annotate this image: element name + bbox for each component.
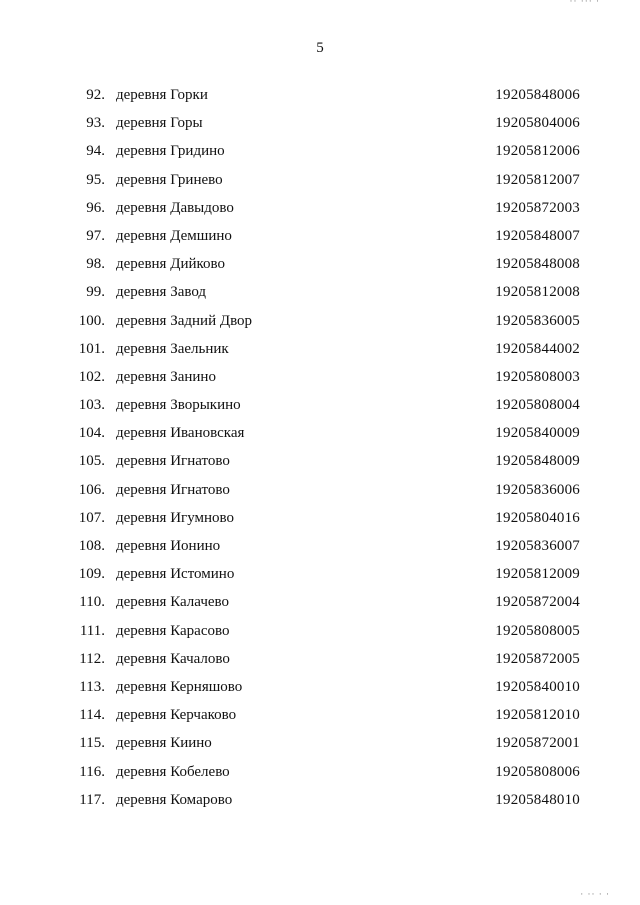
oktmo-code: 19205872001 — [495, 735, 580, 752]
list-item — [0, 141, 640, 169]
list-item — [0, 536, 640, 564]
oktmo-code: 19205804016 — [495, 509, 580, 526]
oktmo-code: 19205848009 — [495, 453, 580, 470]
list-item — [0, 592, 640, 620]
oktmo-code: 19205808004 — [495, 397, 580, 414]
list-item — [0, 790, 640, 818]
list-item — [0, 480, 640, 508]
item-number: 105. — [78, 453, 105, 470]
settlement-name: деревня Зворыкино — [116, 397, 241, 414]
list-item — [0, 339, 640, 367]
list-item — [0, 85, 640, 113]
item-number: 104. — [78, 425, 105, 442]
list-item — [0, 282, 640, 310]
settlement-name: деревня Керняшово — [116, 678, 243, 695]
item-number: 97. — [86, 227, 105, 244]
settlement-name: деревня Истомино — [116, 566, 235, 583]
item-number: 111. — [79, 622, 105, 639]
item-number: 94. — [86, 143, 105, 160]
oktmo-code: 19205808006 — [495, 763, 580, 780]
list-item — [0, 649, 640, 677]
settlement-name: деревня Карасово — [116, 622, 230, 639]
oktmo-code: 19205836006 — [495, 481, 580, 498]
settlement-name: деревня Игумново — [116, 509, 234, 526]
list-item — [0, 564, 640, 592]
item-number: 109. — [78, 566, 105, 583]
list-item — [0, 677, 640, 705]
oktmo-code: 19205812006 — [495, 143, 580, 160]
oktmo-code: 19205844002 — [495, 340, 580, 357]
list-item — [0, 254, 640, 282]
list-item — [0, 762, 640, 790]
settlement-name: деревня Горки — [116, 87, 208, 103]
settlement-name: деревня Игнатово — [116, 481, 230, 498]
oktmo-code: 19205812009 — [495, 566, 580, 583]
settlement-name: деревня Демшино — [116, 227, 232, 244]
list-item — [0, 170, 640, 198]
oktmo-code: 19205840010 — [495, 678, 580, 695]
settlement-name: деревня Калачево — [116, 594, 230, 611]
settlement-name: деревня Горы — [116, 115, 203, 132]
oktmo-code: 19205836005 — [495, 312, 580, 329]
oktmo-code: 19205840009 — [495, 425, 580, 442]
settlement-name: деревня Киино — [116, 735, 212, 752]
oktmo-code: 19205808005 — [495, 622, 580, 639]
settlement-name: деревня Керчаково — [116, 707, 237, 724]
item-number: 102. — [78, 368, 105, 385]
oktmo-code: 19205872003 — [495, 199, 580, 216]
page-number: 5 — [316, 40, 324, 56]
list-item — [0, 395, 640, 423]
item-number: 95. — [86, 171, 105, 188]
settlement-name: деревня Занино — [116, 368, 216, 385]
scan-artifact-bottom: · ·· · · — [580, 889, 610, 899]
settlement-name: деревня Дийково — [116, 256, 225, 273]
list-item — [0, 733, 640, 761]
item-number: 115. — [79, 735, 105, 752]
oktmo-code: 19205836007 — [495, 538, 580, 554]
item-number: 103. — [78, 397, 105, 414]
item-number: 117. — [79, 791, 105, 808]
item-number: 112. — [79, 650, 105, 667]
item-number: 114. — [79, 707, 105, 724]
item-number: 110. — [79, 594, 105, 611]
item-number: 93. — [86, 115, 105, 132]
oktmo-code: 19205812008 — [495, 284, 580, 301]
item-number: 98. — [86, 256, 105, 273]
settlement-name: деревня Задний Двор — [116, 312, 253, 329]
oktmo-code: 19205848008 — [495, 256, 580, 273]
list-item — [0, 621, 640, 649]
item-number: 107. — [78, 509, 105, 526]
oktmo-code: 19205812007 — [495, 171, 580, 188]
settlement-name: деревня Гринево — [116, 171, 223, 188]
list-item — [0, 311, 640, 339]
item-number: 108. — [78, 538, 105, 554]
settlement-name: деревня Завод — [116, 284, 207, 301]
item-number: 101. — [78, 340, 105, 357]
item-number: 106. — [78, 481, 105, 498]
settlement-name: деревня Комарово — [116, 791, 233, 808]
list-item — [0, 367, 640, 395]
oktmo-code: 19205848010 — [495, 791, 580, 808]
oktmo-code: 19205804006 — [495, 115, 580, 132]
list-item — [0, 198, 640, 226]
oktmo-code: 19205872004 — [495, 594, 580, 611]
item-number: 113. — [79, 678, 105, 695]
settlement-name: деревня Кобелево — [116, 763, 230, 780]
item-number: 100. — [78, 312, 105, 329]
item-number: 96. — [86, 199, 105, 216]
oktmo-code: 19205848007 — [495, 227, 580, 244]
settlement-name: деревня Ионино — [116, 538, 221, 554]
list-item — [0, 226, 640, 254]
settlement-name: деревня Гридино — [116, 143, 225, 160]
oktmo-code: 19205808003 — [495, 368, 580, 385]
list-item — [0, 423, 640, 451]
list-item — [0, 113, 640, 141]
settlement-name: деревня Заельник — [116, 340, 229, 357]
list-item — [0, 705, 640, 733]
settlement-name: деревня Качалово — [116, 650, 230, 667]
oktmo-code: 19205848006 — [495, 87, 580, 103]
scan-artifact-top: ·· ··· · — [569, 0, 600, 6]
settlement-list — [0, 85, 640, 818]
item-number: 116. — [79, 763, 105, 780]
oktmo-code: 19205812010 — [495, 707, 580, 724]
settlement-name: деревня Игнатово — [116, 453, 230, 470]
settlement-name: деревня Давыдово — [116, 199, 234, 216]
item-number: 99. — [86, 284, 105, 301]
oktmo-code: 19205872005 — [495, 650, 580, 667]
settlement-name: деревня Ивановская — [116, 425, 245, 442]
list-item — [0, 508, 640, 536]
item-number: 92. — [86, 87, 105, 103]
list-item — [0, 451, 640, 479]
